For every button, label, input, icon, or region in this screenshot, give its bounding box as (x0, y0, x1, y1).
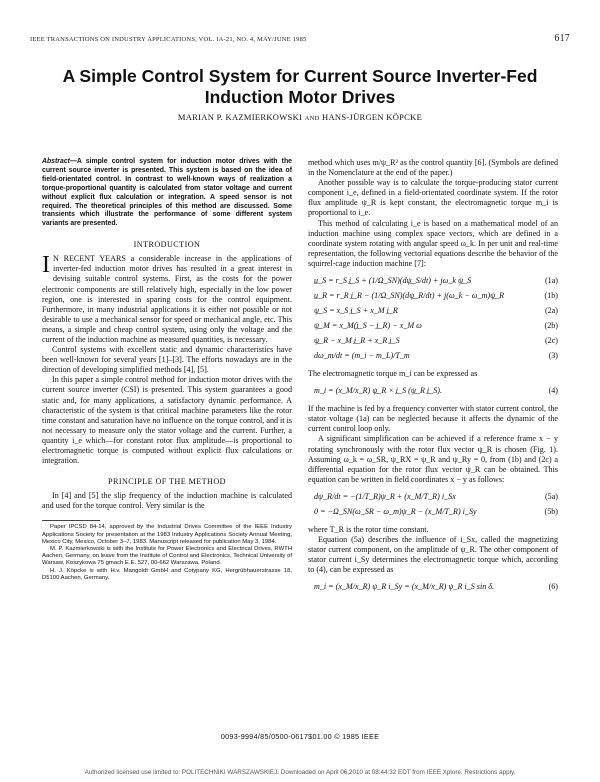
equation-expression: u̲_R = r_R i̲_R − (1/Ω_SN)(dψ̲_R/dt) + j(ω_k − ω_m)ψ̲_R (314, 291, 505, 301)
equation-group-4 (308, 580, 558, 595)
right-paragraph-2: Another possible way is to calculate the torque-producing stator current component i_e, defined in a field-orientated coordinate system. If the rotor flux amplitude ψ_R is kept constant, the electromagnetic torque m_i is proportional to i_e. (308, 178, 558, 218)
equation-2b (308, 319, 558, 334)
equation-number: (1a) (544, 276, 558, 286)
right-paragraph-1: method which uses m/ψ_R² as the control quantity [6]. (Symbols are defined in the Nomenclature at the end of the paper.) (308, 158, 558, 178)
equation-number: (2b) (544, 321, 558, 331)
drop-cap: I (42, 252, 50, 279)
footnote-2: M. P. Kazmierkowski is with the Institute for Power Electronics and Electrical Drives, RWTH Aachen, Germany, on leave from the Institute of Control and Electronics, Technical University of Warsaw, Koszykowa 75 gmach E.E. 527, 00-662 Warszawa, Poland. (42, 546, 292, 567)
equation-group-3 (308, 490, 558, 520)
equation-1a (308, 274, 558, 289)
equation-2a (308, 304, 558, 319)
equation-number: (5a) (544, 491, 558, 501)
equation-number: (5b) (544, 506, 558, 516)
equation-2c (308, 334, 558, 349)
equation-expression: m_i = (x_M/x_R) ψ̲_R × i̲_S (ψ̲_R i̲_S). (314, 386, 442, 396)
equation-3 (308, 349, 558, 364)
abstract (42, 158, 292, 229)
equation-group-2 (308, 384, 558, 399)
equation-expression: u̲_S = r_S i̲_S + (1/Ω_SN)(dψ̲_S/dt) + jω_k ψ̲_S (314, 276, 472, 286)
equation-4 (308, 384, 558, 399)
intro-paragraph-2: Control systems with excellent static and dynamic characteristics have been well-known for several years [1]–[3]. The efforts nowadays are in the direction of developing simplified methods [4], [5]. (42, 345, 292, 375)
equation-number: (1b) (544, 291, 558, 301)
intro-paragraph-1-text: N RECENT YEARS a considerable increase in the applications of inverter-fed induction motor drives has resulted in a great interest in devising suitable control systems. First, as the costs for the power electronic components are still relatively high, especially in the low power region, one is interested in sparing costs for the control equipment. Furthermore, in many industrial applications it is either not possible or not desirable to use a mechanical sensor for speed or mechanical angle, etc. This means, a simple and cheap control system, using only the voltage and the current of the induction machine as measured quantities, is necessary. (42, 254, 292, 344)
author-line (30, 112, 570, 122)
doi-copyright-line: 0093-9994/85/0500-0617$01.00 © 1985 IEEE (220, 732, 380, 741)
equation-expression: 0 = −Ω_SN(ω_SR − ω_m)ψ_R − (x_M/T_R) i_Sy (314, 506, 477, 516)
paper-title: A Simple Control System for Current Source Inverter-Fed Induction Motor Drives (62, 66, 538, 107)
equation-expression: ψ̲_S = x_S i̲_S + x_M i̲_R (314, 306, 398, 316)
equation-5a (308, 490, 558, 505)
license-notice: Authorized licensed use limited to: POLITECHNIKI WARSZAWSKIEJ. Downloaded on April 06,2010 at 08:44:32 EDT from IEEE Xplore. Restrictions apply. (84, 769, 516, 776)
intro-paragraph-3: In this paper a simple control method for induction motor drives with the current source inverter (CSI) is presented. This system guarantees a good static and, for many applications, a satisfactory dynamic performance. A characteristic of the system is that critical machine parameters like the rotor time constant and saturation have no influence on the torque control, and it is not necessary to measure only the stator voltage and the current. Further, a quantity i_e which—for constant rotor flux amplitude—is proportional to electromagnetic torque is computed without explicit flux calculations or integration. (42, 375, 292, 466)
equation-group-1 (308, 274, 558, 364)
equation-5b (308, 505, 558, 520)
equation-6 (308, 580, 558, 595)
equation-number: (2a) (544, 306, 558, 316)
equation-expression: dψ_R/dt = −(1/T_R)ψ_R + (x_M/T_R) i_Sx (314, 491, 456, 501)
footnote-1: Paper IPCSD 84-14, approved by the Industrial Drives Committee of the IEEE Industry Applications Society for presentation at the 1983 Industry Applications Society Annual Meeting, Mexico City, Mexico, October 3–7, 1983. Manuscript released for publication May 3, 1984. (42, 524, 292, 545)
journal-name: IEEE TRANSACTIONS ON INDUSTRY APPLICATIONS, VOL. IA-21, NO. 4, MAY/JUNE 1985 (30, 36, 307, 43)
right-paragraph-7: where T_R is the rotor time constant. (308, 524, 429, 534)
running-head (30, 34, 570, 46)
left-column (42, 158, 292, 582)
equation-number: (2c) (544, 336, 558, 346)
equation-number: (4) (548, 386, 558, 396)
equation-number: (6) (548, 582, 558, 592)
right-column (308, 158, 558, 600)
page-number: 617 (554, 33, 570, 44)
intro-paragraph-1 (42, 254, 292, 345)
section-heading-principle: PRINCIPLE OF THE METHOD (108, 477, 226, 487)
right-paragraph-3: This method of calculating i_e is based on a mathematical model of an induction machine using complex space vectors, which are defined in a coordinate system rotating with angular speed ω_k. In per unit and real-time representation, the following vectorial equations describe the behavior of the squirrel-cage induction machine [7]: (308, 218, 558, 268)
right-paragraph-4: The electromagnetic torque m_i can be expressed as (308, 369, 478, 379)
right-paragraph-8: Equation (5a) describes the influence of i_Sx, called the magnetizing stator current component, on the amplitude of ψ_R. The other component of stator current i_Sy determines the electromagnetic torque which, according to (4), can be expressed as (308, 534, 558, 575)
equation-expression: ψ̲_M = x_M(i̲_S − i̲_R) − x_M ω (314, 321, 422, 331)
section-heading-introduction: INTRODUCTION (133, 240, 201, 250)
author-2: HANS-JÜRGEN KÖPCKE (322, 112, 423, 122)
footnote-divider (42, 520, 100, 521)
equation-number: (3) (548, 351, 558, 361)
right-paragraph-5: If the machine is fed by a frequency converter with stator current control, the stator voltage (1a) can be neglected because it affects the dynamic of the current control loop only. (308, 404, 558, 434)
abstract-text: —A simple control system for induction motor drives with the current source inverter is presented. This system is based on the idea of field-orientated control. In contrast to well-known ways of realization a torque-proportional quantity is calculated from stator voltage and current without explicit flux calculation or integration. A speed sensor is not required. The theoretical principles of this method are discussed. Some transients which illustrate the performance of some different system variants are presented. (42, 158, 292, 228)
abstract-lead: Abstract (42, 158, 70, 165)
principle-paragraph-1: In [4] and [5] the slip frequency of the induction machine is calculated and used for the torque control. Very similar is the (42, 491, 292, 511)
footnote-3: H. J. Köpcke is with H.v. Mangoldt GmbH and Cotypany KG, Hergrübhauerstrasse 18, D5100 Aachen, Germany. (42, 567, 292, 581)
equation-expression: dω_m/dt = (m_i − m_L)/T_m (314, 351, 410, 361)
equation-1b (308, 289, 558, 304)
equation-expression: ψ̲_R − x_M i̲_R + x_R i̲_S (314, 336, 400, 346)
equation-expression: m_i = (x_M/x_R) ψ_R i_Sy = (x_M/x_R) ψ_R i_S sin δ. (314, 582, 495, 592)
author-1: MARIAN P. KAZMIERKOWSKI (177, 112, 303, 122)
author-conjunction: AND (304, 115, 320, 122)
right-paragraph-6: A significant simplification can be achieved if a reference frame x − y rotating synchronously with the rotor flux vector ψ̲_R is chosen (Fig. 1). Assuming ω_k = ω_SR, ψ_RX = ψ_R and ψ_Ry = 0, from (1b) and (2c) a differential equation for the rotor flux vector ψ_R can be obtained. This equation can be written in field coordinates x − y as follows: (308, 434, 558, 484)
